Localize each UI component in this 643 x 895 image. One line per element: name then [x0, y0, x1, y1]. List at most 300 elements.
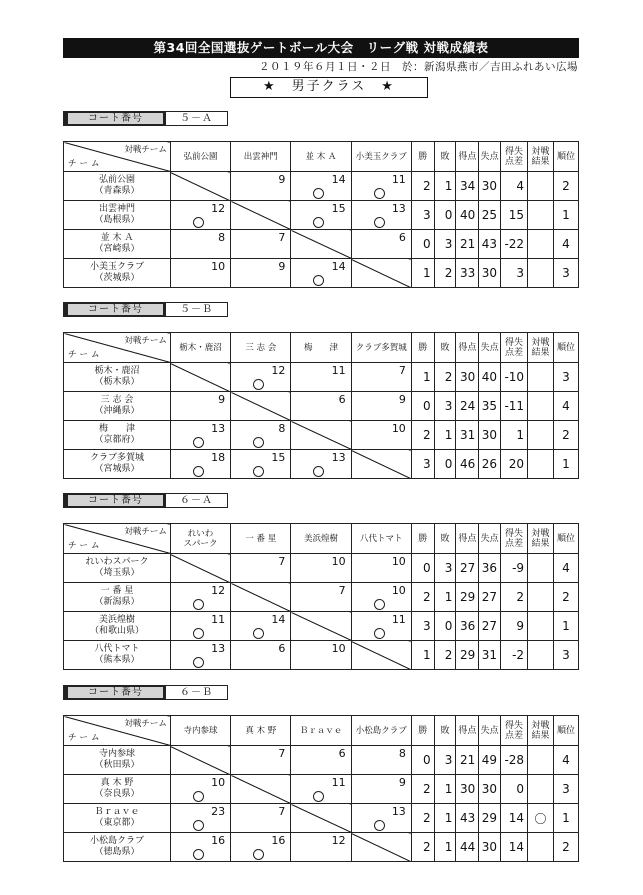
match-score: 11 [391, 173, 406, 186]
team-cell [64, 583, 171, 612]
win-circle-icon [313, 188, 324, 199]
points-for-cell: 34 [456, 172, 479, 201]
self-match-cell [231, 775, 291, 804]
team-name: 小美玉クラブ [89, 262, 144, 272]
wins-cell: 1 [411, 641, 434, 670]
match-score-cell [231, 450, 291, 479]
match-score-cell [231, 612, 291, 641]
match-score: 7 [278, 555, 286, 568]
match-score-cell [231, 746, 291, 775]
match-score-cell [291, 172, 351, 201]
team-cell [64, 554, 171, 583]
losses-header: 敗 [434, 524, 456, 554]
points-for-cell: 30 [456, 363, 479, 392]
team-prefecture: （京都府） [94, 435, 140, 445]
points-against-header: 失点 [479, 716, 501, 746]
opponent-name: 真 木 野 [245, 725, 277, 736]
match-score: 8 [218, 231, 226, 244]
points-against-cell: 30 [479, 172, 501, 201]
match-score: 13 [391, 805, 406, 818]
match-score-cell [291, 641, 351, 670]
match-score: 11 [331, 364, 346, 377]
court-label-text: コート番号 [68, 304, 163, 315]
rank-cell: 3 [554, 259, 579, 288]
opponent-name: 寺内参球 [183, 725, 218, 736]
wins-cell: 2 [411, 775, 434, 804]
match-score: 13 [211, 642, 226, 655]
points-for-cell: 40 [456, 201, 479, 230]
rank-cell: 4 [554, 392, 579, 421]
match-score: 11 [331, 776, 346, 789]
self-match-cell [170, 172, 230, 201]
self-match-cell [291, 612, 351, 641]
match-result-cell [528, 421, 554, 450]
court-number-label [63, 685, 228, 700]
win-circle-icon [193, 217, 204, 228]
match-score: 6 [338, 747, 346, 760]
match-score: 9 [218, 393, 226, 406]
points-against-cell: 25 [479, 201, 501, 230]
losses-cell: 3 [434, 746, 456, 775]
header-corner [64, 142, 171, 172]
result-header [528, 333, 554, 363]
self-match-cell [231, 392, 291, 421]
header-corner [64, 333, 171, 363]
match-score: 10 [331, 642, 346, 655]
opponent-name: 一 番 星 [245, 533, 277, 544]
team-cell [64, 775, 171, 804]
table-row [64, 612, 579, 641]
table-header-row [64, 716, 579, 746]
match-result-cell [528, 450, 554, 479]
opponent-name: 美浜煌樹 [303, 533, 338, 544]
team-prefecture: （島根県） [94, 215, 140, 225]
points-against-cell: 30 [479, 775, 501, 804]
team-name: 寺内参球 [98, 749, 135, 759]
point-diff-cell: -11 [501, 392, 528, 421]
team-name: 八代トマト [94, 644, 140, 654]
losses-cell: 0 [434, 612, 456, 641]
opponent-name: スパーク [183, 538, 218, 549]
rank-cell: 1 [554, 804, 579, 833]
team-name: 三 志 会 [100, 395, 134, 405]
table-row [64, 421, 579, 450]
team-heading: チーム [68, 733, 103, 743]
rank-cell: 1 [554, 450, 579, 479]
opponent-name: 八代トマト [359, 533, 403, 544]
diff-header-line: 点差 [505, 538, 524, 549]
points-against-cell: 27 [479, 612, 501, 641]
match-score-cell [231, 554, 291, 583]
opponent-column-header [231, 524, 291, 554]
rank-cell: 4 [554, 554, 579, 583]
losses-cell: 2 [434, 363, 456, 392]
diff-header-line: 得失 [505, 337, 524, 348]
losses-cell: 3 [434, 230, 456, 259]
match-score: 13 [211, 422, 226, 435]
self-match-cell [231, 583, 291, 612]
points-for-cell: 36 [456, 612, 479, 641]
losses-cell: 2 [434, 259, 456, 288]
opponent-name: 梅 津 [303, 342, 338, 353]
opponent-team-heading: 対戦チーム [124, 719, 167, 729]
wins-header: 勝 [411, 716, 434, 746]
points-against-cell: 26 [479, 450, 501, 479]
team-name: クラブ多賀城 [89, 453, 144, 463]
points-against-cell: 29 [479, 804, 501, 833]
court-number-label [63, 302, 228, 317]
rank-header: 順位 [554, 524, 579, 554]
match-score-cell [291, 833, 351, 862]
team-cell [64, 804, 171, 833]
match-score-cell [170, 612, 230, 641]
points-for-header: 得点 [456, 524, 479, 554]
wins-cell: 3 [411, 612, 434, 641]
opponent-column-header [351, 524, 411, 554]
rank-cell: 2 [554, 172, 579, 201]
match-score-cell [170, 230, 230, 259]
opponent-column-header [351, 142, 411, 172]
match-score-cell [231, 421, 291, 450]
points-against-header: 失点 [479, 333, 501, 363]
league-table [63, 141, 579, 288]
point-diff-cell: -10 [501, 363, 528, 392]
match-score: 13 [391, 202, 406, 215]
court-number: ５－Ａ [166, 111, 228, 126]
points-against-cell: 49 [479, 746, 501, 775]
table-row [64, 201, 579, 230]
diff-header-line: 点差 [505, 156, 524, 167]
opponent-name: 三 志 会 [245, 342, 277, 353]
wins-header: 勝 [411, 142, 434, 172]
losses-cell: 2 [434, 641, 456, 670]
match-score: 8 [398, 747, 406, 760]
court-label-text: コート番号 [68, 687, 163, 698]
match-score-cell [231, 230, 291, 259]
match-score: 7 [338, 584, 346, 597]
diff-header-line: 点差 [505, 347, 524, 358]
points-against-cell: 35 [479, 392, 501, 421]
match-score: 10 [331, 555, 346, 568]
match-score: 12 [211, 202, 226, 215]
match-score-cell [351, 230, 411, 259]
win-circle-icon [193, 599, 204, 610]
match-result-cell [528, 392, 554, 421]
self-match-cell [170, 554, 230, 583]
self-match-cell [351, 450, 411, 479]
match-score-cell [170, 833, 230, 862]
class-label: ★ 男子クラス ★ [230, 77, 428, 98]
opponent-column-header [291, 142, 351, 172]
team-prefecture: （栃木県） [94, 377, 140, 387]
win-circle-icon [374, 217, 385, 228]
opponent-name: 弘前公園 [183, 151, 218, 162]
match-score: 15 [331, 202, 346, 215]
losses-cell: 3 [434, 554, 456, 583]
losses-cell: 0 [434, 450, 456, 479]
points-for-cell: 44 [456, 833, 479, 862]
team-cell [64, 392, 171, 421]
team-cell [64, 612, 171, 641]
opponent-name: クラブ多賀城 [355, 342, 407, 353]
team-prefecture: （宮崎県） [94, 244, 140, 254]
losses-header: 敗 [434, 142, 456, 172]
table-row [64, 775, 579, 804]
point-diff-cell: 9 [501, 612, 528, 641]
rank-cell: 3 [554, 641, 579, 670]
point-diff-cell: -9 [501, 554, 528, 583]
match-score: 10 [391, 555, 406, 568]
wins-cell: 1 [411, 259, 434, 288]
match-score: 13 [331, 451, 346, 464]
losses-cell: 1 [434, 775, 456, 804]
match-score-cell [351, 612, 411, 641]
league-table [63, 332, 579, 479]
opponent-name: 小美玉クラブ [355, 151, 407, 162]
match-score-cell [291, 259, 351, 288]
match-score-cell [351, 804, 411, 833]
diff-header-line: 点差 [505, 730, 524, 741]
match-score-cell [291, 746, 351, 775]
point-diff-cell: 0 [501, 775, 528, 804]
match-score: 6 [338, 393, 346, 406]
wins-cell: 0 [411, 392, 434, 421]
match-score: 6 [278, 642, 286, 655]
result-header-line: 対戦 [531, 528, 550, 539]
rank-cell: 4 [554, 746, 579, 775]
rank-cell: 2 [554, 421, 579, 450]
match-score: 10 [211, 776, 226, 789]
match-score-cell [231, 172, 291, 201]
win-circle-icon [193, 437, 204, 448]
match-score: 10 [391, 584, 406, 597]
match-score-cell [170, 775, 230, 804]
team-prefecture: （奈良県） [94, 789, 140, 799]
match-result-cell [528, 775, 554, 804]
match-score: 9 [398, 776, 406, 789]
self-match-cell [231, 201, 291, 230]
losses-header: 敗 [434, 716, 456, 746]
self-match-cell [351, 259, 411, 288]
wins-header: 勝 [411, 524, 434, 554]
team-prefecture: （埼玉県） [94, 568, 140, 578]
court-label-text: コート番号 [68, 495, 163, 506]
wins-cell: 2 [411, 421, 434, 450]
match-score-cell [170, 583, 230, 612]
match-score: 15 [271, 451, 286, 464]
opponent-name: 栃木・鹿沼 [179, 342, 222, 353]
opponent-column-header [231, 142, 291, 172]
team-cell [64, 201, 171, 230]
team-name: 小松島クラブ [89, 836, 144, 846]
opponent-column-header [291, 524, 351, 554]
match-score: 12 [331, 834, 346, 847]
match-score: 12 [211, 584, 226, 597]
opponent-column-header [170, 333, 230, 363]
points-against-cell: 40 [479, 363, 501, 392]
table-row [64, 804, 579, 833]
team-prefecture: （宮城県） [94, 464, 140, 474]
match-score: 18 [211, 451, 226, 464]
points-for-cell: 30 [456, 775, 479, 804]
wins-cell: 0 [411, 230, 434, 259]
self-match-cell [351, 641, 411, 670]
opponent-name: Ｂｒａｖｅ [299, 725, 343, 736]
match-score-cell [170, 421, 230, 450]
points-for-cell: 43 [456, 804, 479, 833]
result-header-line: 結果 [531, 538, 550, 549]
win-circle-icon [374, 599, 385, 610]
opponent-team-heading: 対戦チーム [124, 145, 167, 155]
point-diff-cell: 2 [501, 583, 528, 612]
match-score-cell [231, 363, 291, 392]
team-prefecture: （青森県） [94, 186, 140, 196]
point-diff-cell: 1 [501, 421, 528, 450]
opponent-name: 並 木 Ａ [305, 151, 337, 162]
team-cell [64, 641, 171, 670]
team-prefecture: （和歌山県） [89, 626, 144, 636]
opponent-column-header [170, 524, 230, 554]
team-name: 一 番 星 [100, 586, 134, 596]
table-row [64, 583, 579, 612]
match-score-cell [351, 775, 411, 804]
match-score: 12 [271, 364, 286, 377]
match-score-cell [291, 554, 351, 583]
self-match-cell [170, 363, 230, 392]
match-score-cell [351, 392, 411, 421]
wins-cell: 2 [411, 583, 434, 612]
match-result-cell [528, 583, 554, 612]
rank-cell: 1 [554, 612, 579, 641]
match-score: 6 [398, 231, 406, 244]
match-result-cell [528, 833, 554, 862]
team-prefecture: （熊本県） [94, 655, 140, 665]
opponent-column-header [231, 333, 291, 363]
points-for-cell: 21 [456, 746, 479, 775]
opponent-team-heading: 対戦チーム [124, 527, 167, 537]
team-heading: チーム [68, 159, 103, 169]
win-circle-icon [253, 379, 264, 390]
court-number-label [63, 111, 228, 126]
result-header-line: 対戦 [531, 146, 550, 157]
team-name: 出雲神門 [98, 204, 135, 214]
match-score-cell [170, 392, 230, 421]
rank-header: 順位 [554, 716, 579, 746]
match-score-cell [351, 363, 411, 392]
match-result-cell [528, 554, 554, 583]
match-score: 16 [211, 834, 226, 847]
match-score: 11 [211, 613, 226, 626]
points-for-cell: 46 [456, 450, 479, 479]
match-score-cell [170, 804, 230, 833]
self-match-cell [170, 746, 230, 775]
win-circle-icon [313, 275, 324, 286]
result-header-line: 対戦 [531, 337, 550, 348]
points-for-header: 得点 [456, 333, 479, 363]
win-circle-icon [253, 628, 264, 639]
court-label-box [63, 493, 166, 508]
diff-header-line: 得失 [505, 720, 524, 731]
match-score: 7 [398, 364, 406, 377]
court-number-label [63, 493, 228, 508]
court-number: ６－Ａ [166, 493, 228, 508]
diff-header [501, 524, 528, 554]
match-score: 7 [278, 231, 286, 244]
team-prefecture: （新潟県） [94, 597, 140, 607]
win-circle-icon [253, 437, 264, 448]
table-row [64, 259, 579, 288]
match-score-cell [231, 259, 291, 288]
points-against-cell: 27 [479, 583, 501, 612]
court-number: ５－Ｂ [166, 302, 228, 317]
diff-header [501, 716, 528, 746]
diff-header-line: 得失 [505, 146, 524, 157]
wins-cell: 1 [411, 363, 434, 392]
match-score: 14 [331, 173, 346, 186]
match-score: 11 [391, 613, 406, 626]
win-circle-icon [193, 791, 204, 802]
wins-cell: 0 [411, 554, 434, 583]
points-against-cell: 43 [479, 230, 501, 259]
table-row [64, 363, 579, 392]
match-score: 7 [278, 747, 286, 760]
win-circle-icon [193, 820, 204, 831]
team-cell [64, 172, 171, 201]
rank-cell: 3 [554, 775, 579, 804]
points-against-cell: 31 [479, 641, 501, 670]
points-against-cell: 30 [479, 833, 501, 862]
opponent-column-header [291, 716, 351, 746]
header-corner [64, 716, 171, 746]
win-circle-icon [253, 466, 264, 477]
win-circle-icon [313, 791, 324, 802]
point-diff-cell: -2 [501, 641, 528, 670]
opponent-name: 小松島クラブ [355, 725, 407, 736]
win-circle-icon [193, 466, 204, 477]
team-cell [64, 450, 171, 479]
points-for-cell: 27 [456, 554, 479, 583]
self-match-cell [291, 804, 351, 833]
match-score-cell [351, 554, 411, 583]
losses-cell: 3 [434, 392, 456, 421]
win-circle-icon [193, 657, 204, 668]
team-name: 真 木 野 [100, 778, 134, 788]
table-header-row [64, 333, 579, 363]
rank-header: 順位 [554, 142, 579, 172]
points-for-cell: 33 [456, 259, 479, 288]
team-heading: チーム [68, 350, 103, 360]
points-against-cell: 30 [479, 421, 501, 450]
wins-cell: 3 [411, 450, 434, 479]
team-cell [64, 259, 171, 288]
match-score: 10 [391, 422, 406, 435]
match-score-cell [231, 804, 291, 833]
match-result-cell [528, 641, 554, 670]
win-circle-icon [193, 849, 204, 860]
match-score-cell [170, 641, 230, 670]
match-score: 9 [398, 393, 406, 406]
losses-header: 敗 [434, 333, 456, 363]
match-score-cell [170, 259, 230, 288]
rank-header: 順位 [554, 333, 579, 363]
court-number: ６－Ｂ [166, 685, 228, 700]
losses-cell: 1 [434, 421, 456, 450]
match-result-cell [528, 259, 554, 288]
point-diff-cell: 4 [501, 172, 528, 201]
points-against-cell: 30 [479, 259, 501, 288]
match-score: 9 [278, 260, 286, 273]
match-score-cell [351, 172, 411, 201]
